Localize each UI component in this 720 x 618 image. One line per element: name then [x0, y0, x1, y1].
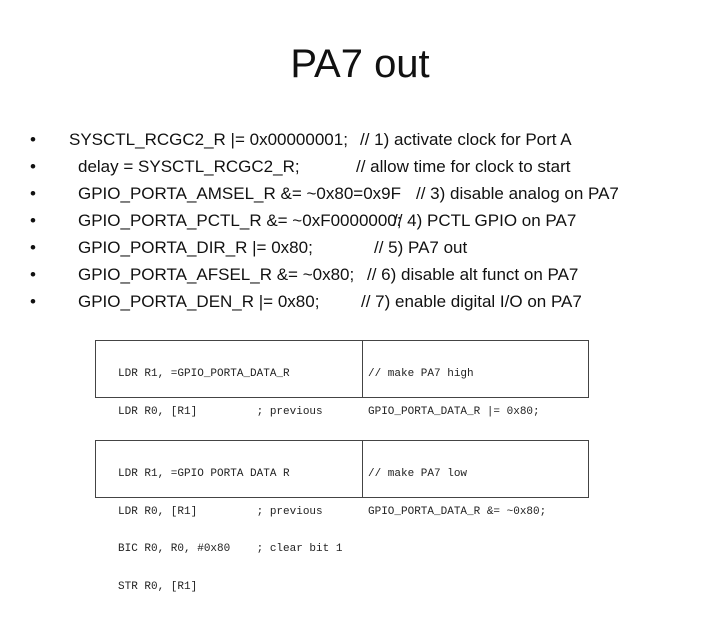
bullet-code: GPIO_PORTA_AFSEL_R &= ~0x80; [78, 265, 355, 284]
bullet-code: GPIO_PORTA_DIR_R |= 0x80; [78, 238, 313, 257]
c-line: // make PA7 high [368, 368, 474, 380]
bullet-item [30, 153, 670, 180]
c-line: GPIO_PORTA_DATA_R &= ~0x80; [368, 505, 547, 518]
bullet-icon: • [30, 184, 36, 203]
bullet-comment: // 1) activate clock for Port A [360, 130, 572, 149]
assembly-column [118, 443, 342, 618]
bullet-code: GPIO_PORTA_DEN_R |= 0x80; [78, 292, 320, 311]
assembly-line: LDR R1, =GPIO PORTA DATA R [118, 468, 290, 480]
bullet-comment: // 3) disable analog on PA7 [416, 184, 619, 203]
bullet-comment: // 4) PCTL GPIO on PA7 [393, 211, 577, 230]
bullet-code: GPIO_PORTA_AMSEL_R &= ~0x80=0x9F [78, 184, 401, 203]
bullet-code: delay = SYSCTL_RCGC2_R; [78, 157, 300, 176]
c-line: // make PA7 low [368, 468, 468, 480]
bullet-item [30, 234, 670, 261]
bullet-item [30, 261, 670, 288]
bullet-item [30, 207, 670, 234]
bullet-icon: • [30, 292, 36, 311]
code-block-set-high [95, 340, 589, 418]
code-block-set-low [95, 440, 589, 593]
bullet-icon: • [30, 157, 36, 176]
bullet-comment: // allow time for clock to start [356, 157, 571, 176]
c-column [368, 343, 540, 443]
bullet-item [30, 180, 670, 207]
assembly-line: STR R0, [R1] [118, 580, 198, 593]
bullet-comment: // 6) disable alt funct on PA7 [367, 265, 579, 284]
assembly-line: LDR R0, [R1] ; previous [118, 505, 323, 518]
bullet-icon: • [30, 211, 36, 230]
bullet-list [30, 126, 670, 315]
c-column [368, 443, 546, 543]
bullet-item [30, 288, 670, 315]
bullet-code: SYSCTL_RCGC2_R |= 0x00000001; [69, 130, 348, 149]
code-divider [362, 441, 363, 497]
bullet-comment: // 5) PA7 out [374, 238, 468, 257]
bullet-icon: • [30, 265, 36, 284]
bullet-comment: // 7) enable digital I/O on PA7 [361, 292, 582, 311]
bullet-item [30, 126, 670, 153]
assembly-line: BIC R0, R0, #0x80 ; clear bit 1 [118, 543, 343, 555]
code-divider [362, 341, 363, 397]
bullet-code: GPIO_PORTA_PCTL_R &= ~0xF0000000; [78, 211, 402, 230]
assembly-line: LDR R1, =GPIO_PORTA_DATA_R [118, 368, 290, 380]
c-line: GPIO_PORTA_DATA_R |= 0x80; [368, 405, 540, 418]
slide-title: PA7 out [290, 42, 430, 86]
assembly-line: LDR R0, [R1] ; previous [118, 405, 323, 418]
bullet-icon: • [30, 130, 36, 149]
bullet-icon: • [30, 238, 36, 257]
